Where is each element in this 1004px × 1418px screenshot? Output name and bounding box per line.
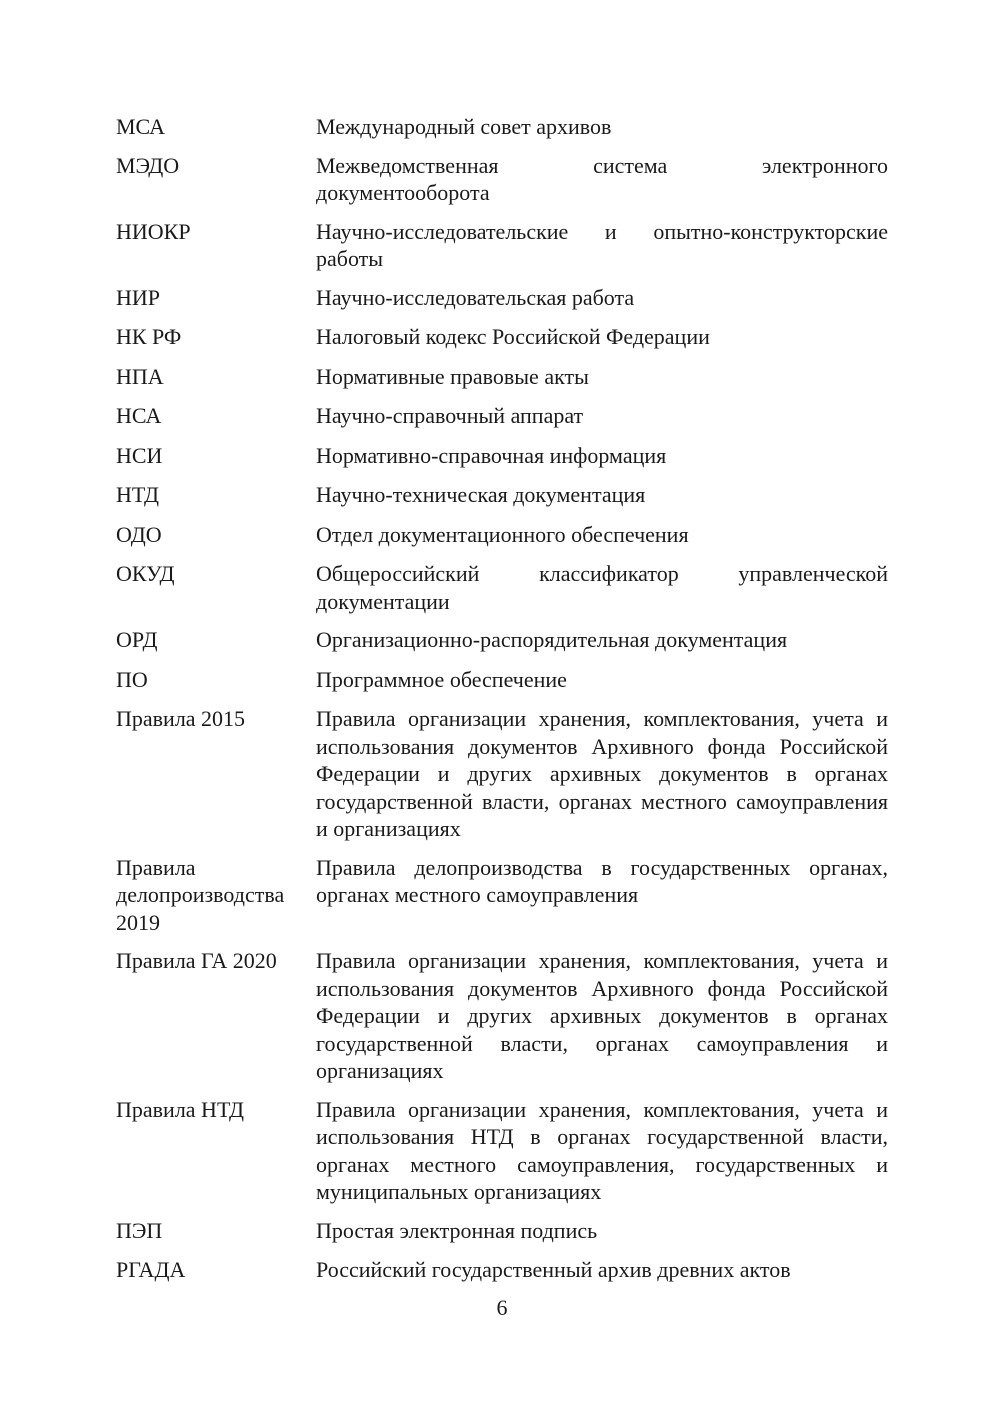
- abbreviation-definition: Правила организации хранения, комплектования, учета и использования документов Архивного фонда Российской Федерации и других архивных документов в органах государственной власти, органах местного самоуправления и организациях: [316, 706, 888, 841]
- abbreviation-term: НТД: [116, 482, 159, 507]
- abbreviation-entry: [116, 363, 888, 391]
- abbreviation-definition: Научно-техническая документация: [316, 482, 646, 507]
- abbreviation-term: РГАДА: [116, 1257, 186, 1282]
- abbreviation-entry: [116, 1217, 888, 1245]
- abbreviation-term: НСИ: [116, 442, 163, 468]
- page-number: 6: [496, 1295, 508, 1320]
- abbreviation-term: ПЭП: [116, 1217, 163, 1243]
- abbreviation-term: ПО: [116, 666, 148, 692]
- abbreviation-entry: [116, 854, 888, 937]
- abbreviation-entry: [116, 560, 888, 615]
- abbreviation-term: Правила 2015: [116, 706, 246, 731]
- abbreviation-entry: [116, 666, 888, 694]
- abbreviation-entry: [116, 1096, 888, 1206]
- abbreviation-entry: [116, 481, 888, 509]
- abbreviation-definition: Правила организации хранения, комплектования, учета и использования НТД в органах государственной власти, органах местного самоуправления, государственных и муниципальных организациях: [316, 1096, 888, 1204]
- abbreviation-entry: [116, 284, 888, 312]
- abbreviation-entry: [116, 152, 888, 207]
- abbreviation-list: [116, 113, 888, 1284]
- abbreviation-term: МЭДО: [116, 152, 180, 178]
- abbreviation-term: НПА: [116, 363, 164, 389]
- abbreviation-definition: Научно-исследовательская работа: [316, 284, 635, 310]
- abbreviation-term: Правила НТД: [116, 1096, 245, 1122]
- abbreviation-entry: [116, 705, 888, 843]
- abbreviation-term: Правила ГА 2020: [116, 948, 277, 973]
- abbreviation-definition: Международный совет архивов: [316, 114, 612, 139]
- abbreviation-definition: Российский государственный архив древних актов: [316, 1257, 791, 1282]
- abbreviation-term: НИР: [116, 284, 161, 310]
- abbreviation-entry: [116, 626, 888, 654]
- abbreviation-definition: Общероссийский классификатор управленческой документации: [316, 561, 888, 614]
- abbreviation-entry: [116, 113, 888, 141]
- abbreviation-entry: [116, 323, 888, 351]
- abbreviation-term: ОКУД: [116, 561, 175, 586]
- abbreviation-definition: Нормативно-справочная информация: [316, 442, 667, 468]
- abbreviation-term: НИОКР: [116, 218, 191, 244]
- abbreviation-definition: Межведомственная система электронного документооборота: [316, 152, 888, 205]
- abbreviation-entry: [116, 1256, 888, 1284]
- abbreviation-definition: Нормативные правовые акты: [316, 363, 589, 389]
- abbreviation-definition: Простая электронная подпись: [316, 1217, 598, 1243]
- abbreviation-definition: Научно-справочный аппарат: [316, 403, 584, 428]
- abbreviation-definition: Организационно-распорядительная документация: [316, 627, 788, 652]
- abbreviation-definition: Налоговый кодекс Российской Федерации: [316, 324, 710, 349]
- abbreviation-entry: [116, 947, 888, 1085]
- abbreviation-term: ОДО: [116, 521, 162, 547]
- abbreviation-definition: Отдел документационного обеспечения: [316, 521, 689, 547]
- abbreviation-definition: Программное обеспечение: [316, 666, 567, 692]
- abbreviation-term: НК РФ: [116, 324, 182, 349]
- abbreviation-entry: [116, 442, 888, 470]
- abbreviation-entry: [116, 521, 888, 549]
- abbreviation-term: Правила делопроизводства 2019: [116, 854, 285, 935]
- abbreviation-term: НСА: [116, 403, 162, 428]
- abbreviation-definition: Правила делопроизводства в государственных органах, органах местного самоуправления: [316, 854, 888, 907]
- abbreviation-entry: [116, 402, 888, 430]
- abbreviation-term: ОРД: [116, 627, 158, 652]
- abbreviation-term: МСА: [116, 114, 166, 139]
- abbreviation-definition: Правила организации хранения, комплектования, учета и использования документов Архивного фонда Российской Федерации и других архивных документов в органах государственной власти, органах самоуправления и организациях: [316, 948, 888, 1083]
- abbreviation-definition: Научно-исследовательские и опытно-конструкторские работы: [316, 218, 888, 271]
- abbreviation-entry: [116, 218, 888, 273]
